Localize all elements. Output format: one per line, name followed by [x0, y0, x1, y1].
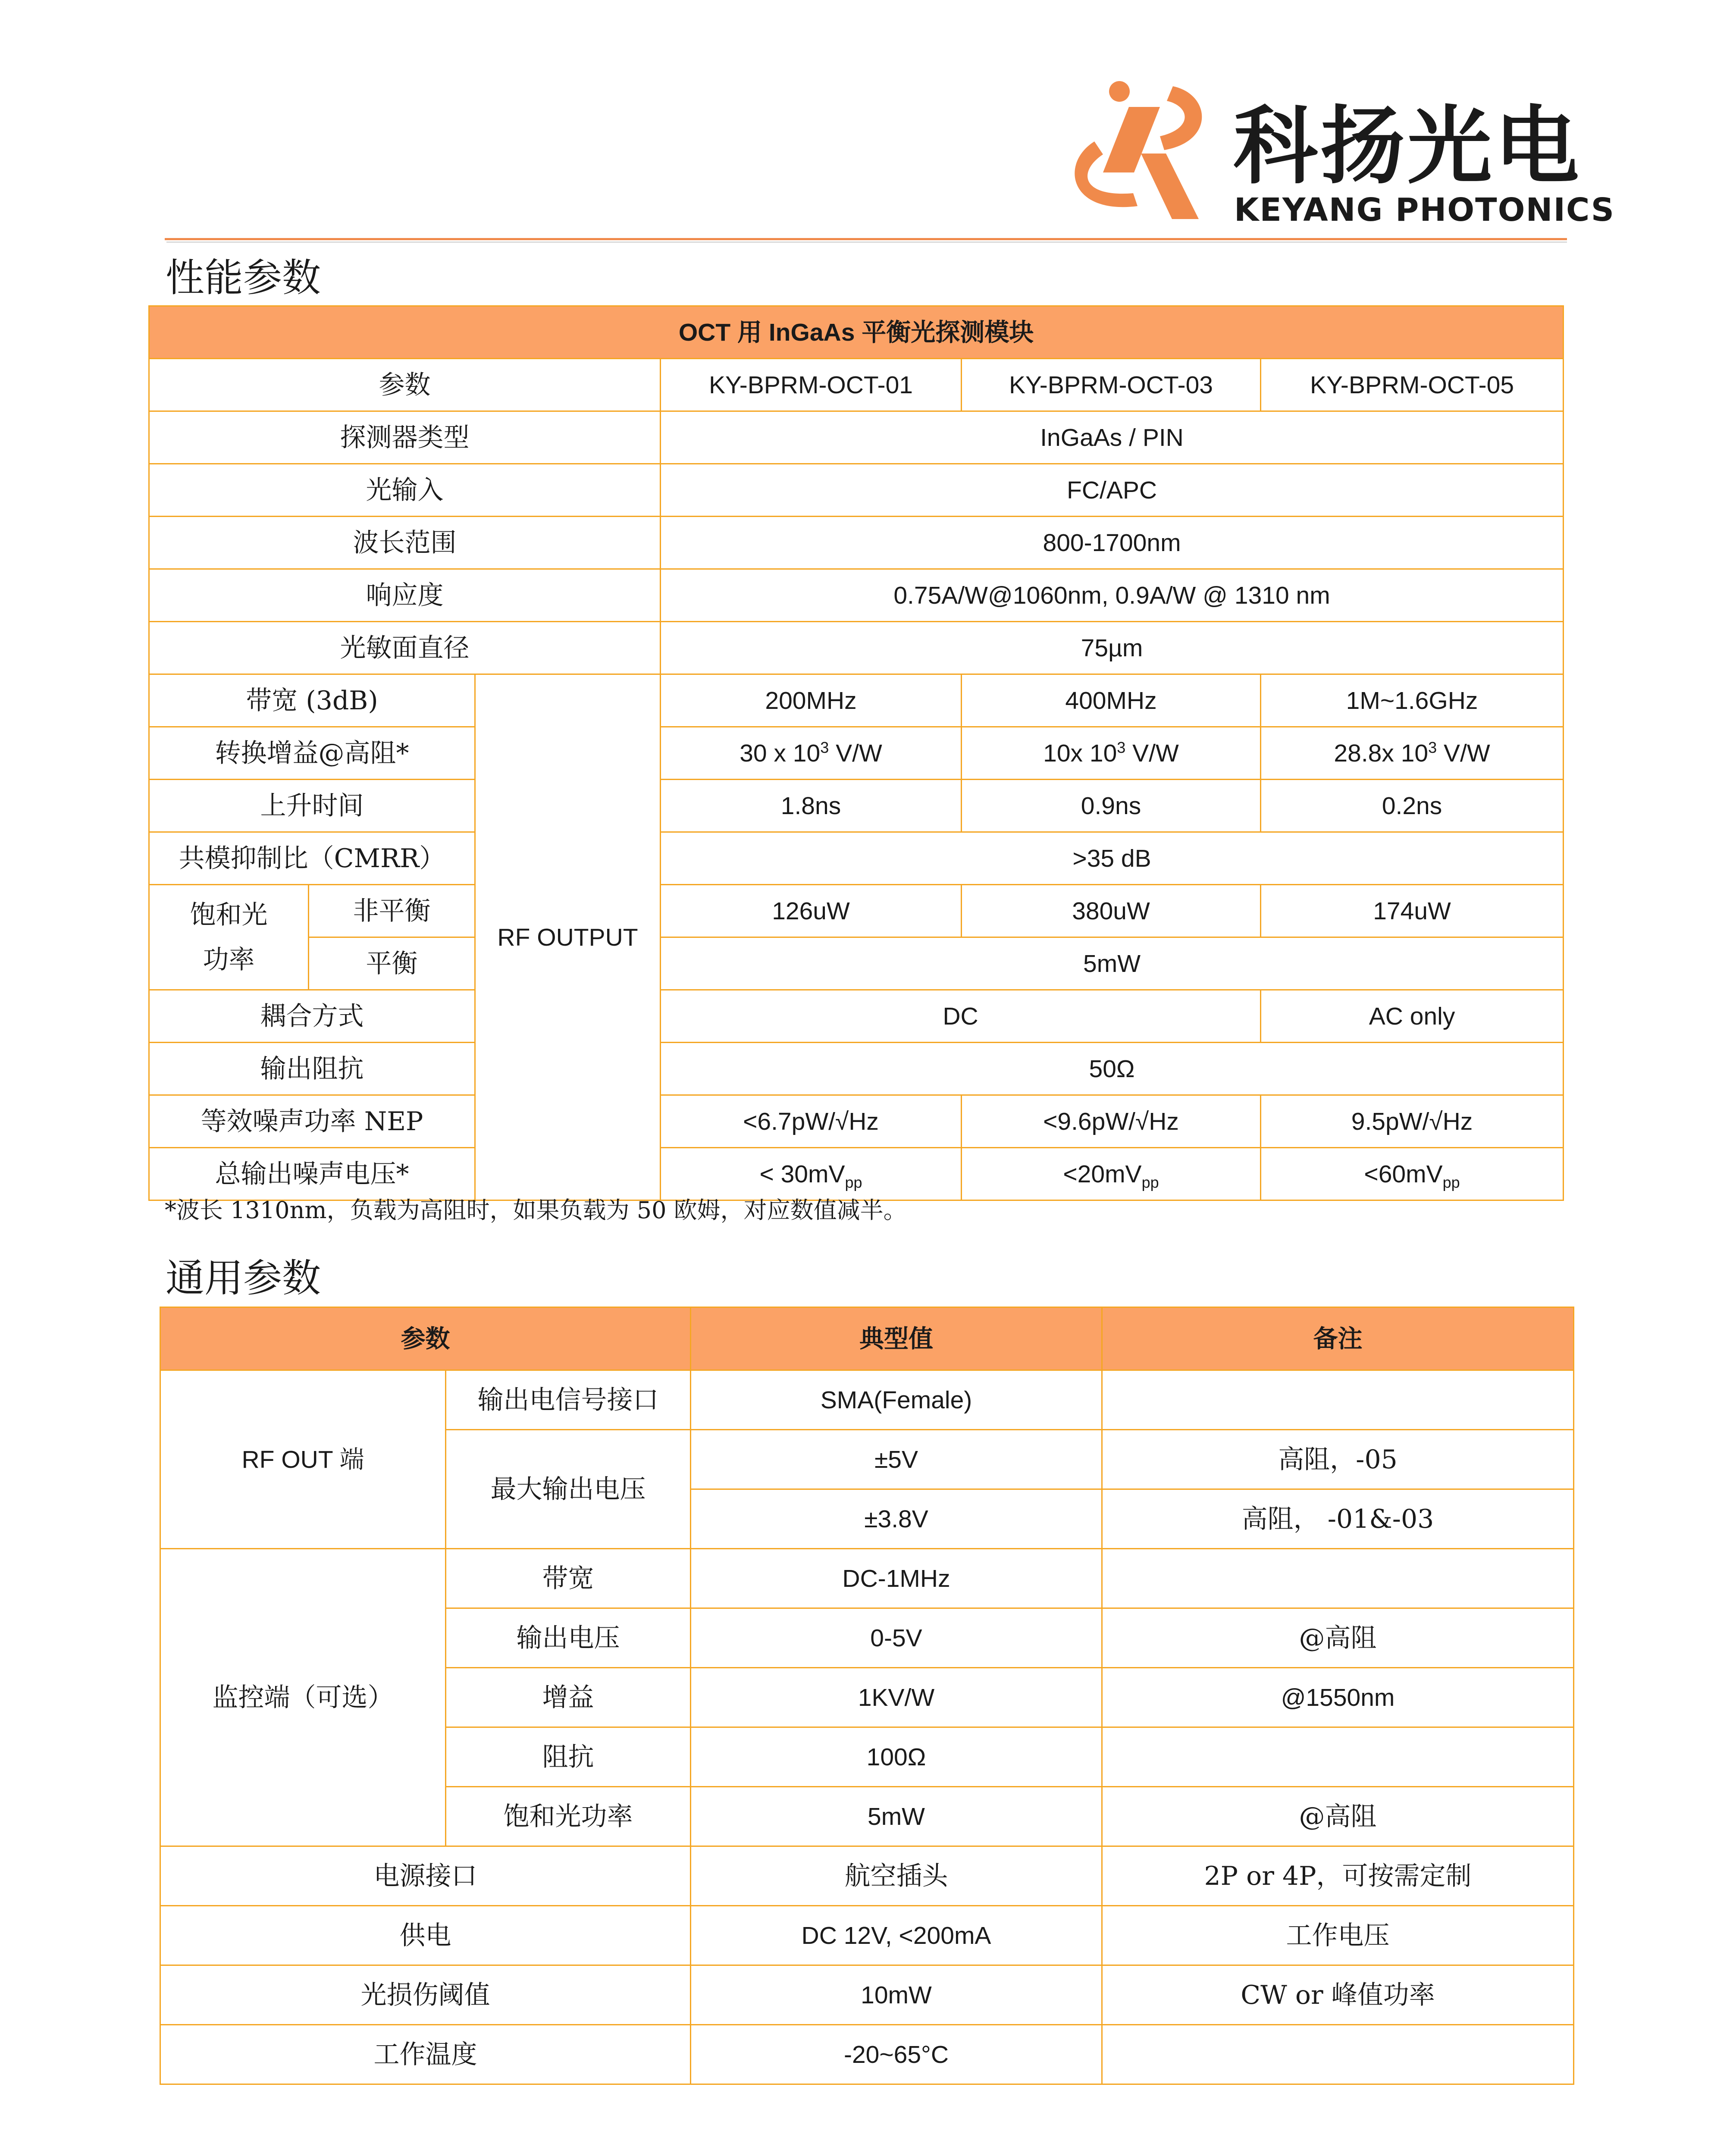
diameter-label: 光敏面直径 [149, 622, 661, 674]
nep-value-01: <6.7pW/√Hz [661, 1095, 962, 1148]
wavelength-value: 800-1700nm [661, 517, 1564, 569]
brand-name-en: KEYANG PHOTONICS [1234, 191, 1615, 229]
general-table [160, 1307, 1574, 2085]
monitor-row-note [1102, 1549, 1574, 1608]
max-voltage-value: ±3.8V [691, 1489, 1102, 1549]
nep-label: 等效噪声功率 NEP [149, 1095, 475, 1148]
rf-out-label: RF OUT 端 [160, 1370, 446, 1549]
monitor-row-label: 增益 [446, 1668, 691, 1727]
bandwidth-value-01: 200MHz [661, 674, 962, 727]
rf-output-label: RF OUTPUT [475, 674, 661, 1200]
unbalanced-value-05: 174uW [1261, 885, 1564, 937]
diameter-value: 75µm [661, 622, 1564, 674]
max-voltage-label: 最大输出电压 [446, 1430, 691, 1549]
noise-voltage-value-03: $<20mV_{pp}$ [962, 1148, 1261, 1200]
performance-table-title: OCT 用 InGaAs 平衡光探测模块 [149, 306, 1564, 359]
impedance-label: 输出阻抗 [149, 1043, 475, 1095]
performance-footnote: *波长 1310nm，负载为高阻时，如果负载为 50 欧姆，对应数值减半。 [165, 1197, 907, 1224]
power-supply-value: DC 12V, <200mA [691, 1906, 1102, 1965]
balanced-value: 5mW [661, 937, 1564, 990]
max-voltage-note: 高阻， -01&-03 [1102, 1489, 1574, 1549]
saturation-label: 饱和光 功率 [149, 885, 309, 990]
general-typical-header: 典型值 [691, 1307, 1102, 1370]
cmrr-label: 共模抑制比（CMRR） [149, 832, 475, 885]
monitor-row-label: 输出电压 [446, 1608, 691, 1668]
balanced-label: 平衡 [309, 937, 475, 990]
monitor-row-value: 0-5V [691, 1608, 1102, 1668]
nep-value-05: 9.5pW/√Hz [1261, 1095, 1564, 1148]
model-header-03: KY-BPRM-OCT-03 [962, 359, 1261, 411]
monitor-row-label: 带宽 [446, 1549, 691, 1608]
param-header: 参数 [149, 359, 661, 411]
noise-voltage-label: 总输出噪声电压* [149, 1148, 475, 1200]
power-interface-note: 2P or 4P，可按需定制 [1102, 1846, 1574, 1906]
header-rule-shadow [166, 241, 1567, 243]
coupling-label: 耦合方式 [149, 990, 475, 1043]
cmrr-value: >35 dB [661, 832, 1564, 885]
model-header-05: KY-BPRM-OCT-05 [1261, 359, 1564, 411]
bandwidth-label: 带宽 (3dB) [149, 674, 475, 727]
responsivity-value: 0.75A/W@1060nm, 0.9A/W @ 1310 nm [661, 569, 1564, 622]
unbalanced-value-03: 380uW [962, 885, 1261, 937]
keyang-logo-mark [1064, 77, 1219, 223]
power-interface-value: 航空插头 [691, 1846, 1102, 1906]
signal-interface-value: SMA(Female) [691, 1370, 1102, 1430]
brand-name-cn: 科扬光电 [1233, 97, 1582, 196]
damage-threshold-value: 10mW [691, 1965, 1102, 2025]
monitor-row-value: DC-1MHz [691, 1549, 1102, 1608]
monitor-label: 监控端（可选） [160, 1549, 446, 1846]
detector-type-value: InGaAs / PIN [661, 411, 1564, 464]
power-supply-note: 工作电压 [1102, 1906, 1574, 1965]
performance-section-title: 性能参数 [166, 255, 321, 301]
power-interface-label: 电源接口 [160, 1846, 691, 1906]
max-voltage-value: ±5V [691, 1430, 1102, 1489]
gain-value-01: 30 x $10^3$ V/W [661, 727, 962, 780]
rise-time-label: 上升时间 [149, 780, 475, 832]
rise-time-value-01: 1.8ns [661, 780, 962, 832]
monitor-row-note: @高阻 [1102, 1608, 1574, 1668]
impedance-value: 50Ω [661, 1043, 1564, 1095]
rise-time-value-03: 0.9ns [962, 780, 1261, 832]
rise-time-value-05: 0.2ns [1261, 780, 1564, 832]
gain-value-03: 10x $10^3$ V/W [962, 727, 1261, 780]
general-section-title: 通用参数 [166, 1256, 321, 1301]
bandwidth-value-03: 400MHz [962, 674, 1261, 727]
monitor-row-note: @高阻 [1102, 1787, 1574, 1846]
damage-threshold-note: CW or 峰值功率 [1102, 1965, 1574, 2025]
unbalanced-label: 非平衡 [309, 885, 475, 937]
optical-input-label: 光输入 [149, 464, 661, 517]
general-param-header: 参数 [160, 1307, 691, 1370]
operating-temperature-value: -20~65°C [691, 2025, 1102, 2084]
model-header-01: KY-BPRM-OCT-01 [661, 359, 962, 411]
max-voltage-note: 高阻，-05 [1102, 1430, 1574, 1489]
wavelength-label: 波长范围 [149, 517, 661, 569]
monitor-row-value: 100Ω [691, 1727, 1102, 1787]
monitor-row-value: 1KV/W [691, 1668, 1102, 1727]
header-rule [165, 238, 1567, 240]
monitor-row-note [1102, 1727, 1574, 1787]
optical-input-value: FC/APC [661, 464, 1564, 517]
performance-table [148, 305, 1564, 1201]
monitor-row-label: 饱和光功率 [446, 1787, 691, 1846]
detector-type-label: 探测器类型 [149, 411, 661, 464]
monitor-row-value: 5mW [691, 1787, 1102, 1846]
signal-interface-note [1102, 1370, 1574, 1430]
signal-interface-label: 输出电信号接口 [446, 1370, 691, 1430]
power-supply-label: 供电 [160, 1906, 691, 1965]
responsivity-label: 响应度 [149, 569, 661, 622]
bandwidth-value-05: 1M~1.6GHz [1261, 674, 1564, 727]
monitor-row-note: @1550nm [1102, 1668, 1574, 1727]
coupling-ac-value: AC only [1261, 990, 1564, 1043]
operating-temperature-note [1102, 2025, 1574, 2084]
coupling-dc-value: DC [661, 990, 1261, 1043]
nep-value-03: <9.6pW/√Hz [962, 1095, 1261, 1148]
noise-voltage-value-01: < $30mV_{pp}$ [661, 1148, 962, 1200]
noise-voltage-value-05: $<60mV_{pp}$ [1261, 1148, 1564, 1200]
gain-label: 转换增益@高阻* [149, 727, 475, 780]
damage-threshold-label: 光损伤阈值 [160, 1965, 691, 2025]
general-note-header: 备注 [1102, 1307, 1574, 1370]
gain-value-05: 28.8x $10^3$ V/W [1261, 727, 1564, 780]
monitor-row-label: 阻抗 [446, 1727, 691, 1787]
unbalanced-value-01: 126uW [661, 885, 962, 937]
operating-temperature-label: 工作温度 [160, 2025, 691, 2084]
